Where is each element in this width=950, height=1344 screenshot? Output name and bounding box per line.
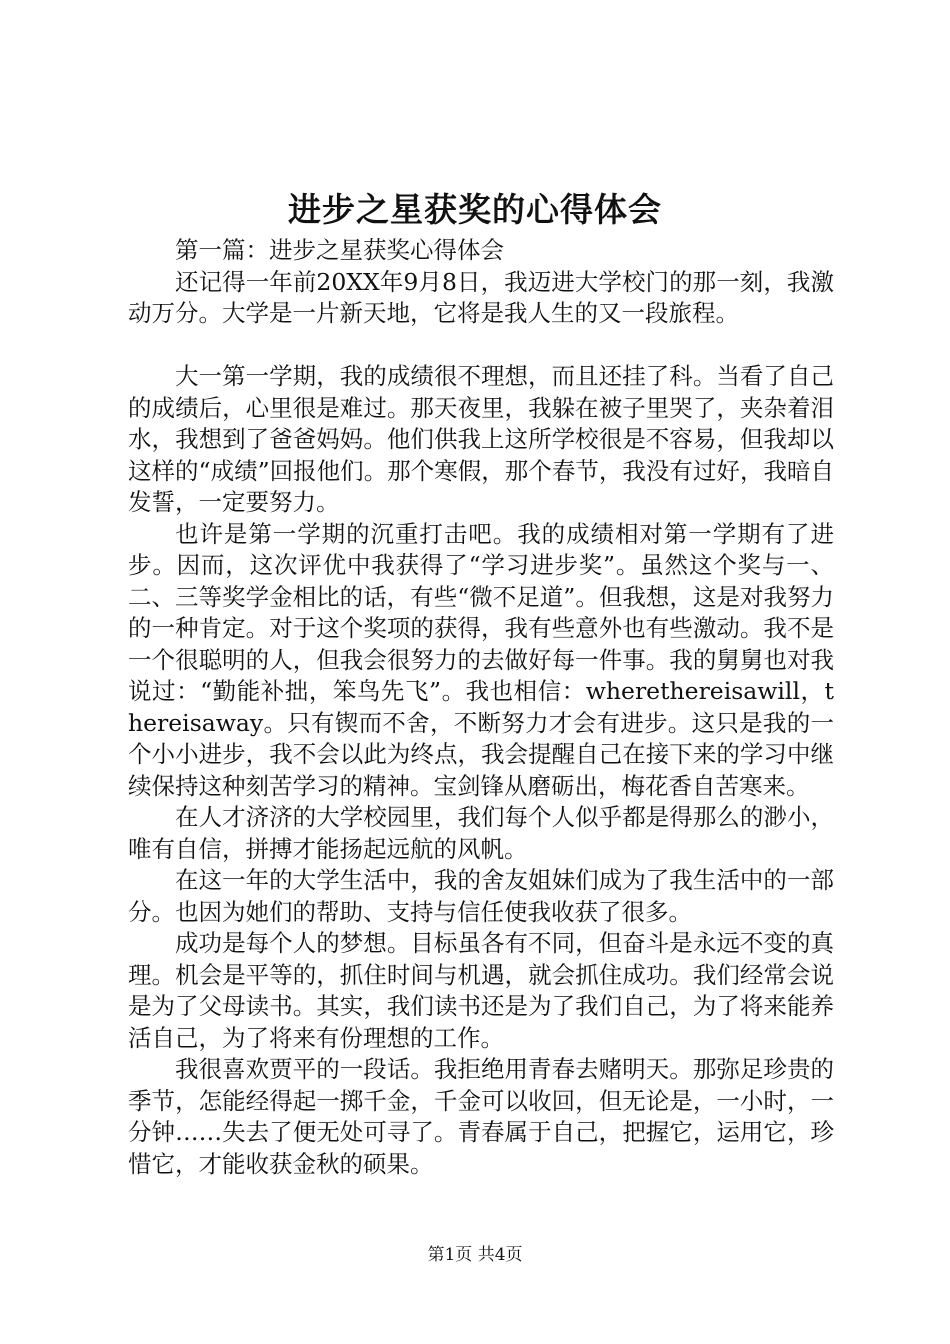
paragraph: 还记得一年前20XX年9月8日，我迈进大学校门的那一刻，我激动万分。大学是一片新天地，它将是我人生的又一段旅程。 (128, 267, 834, 327)
paragraph: 大一第一学期，我的成绩很不理想，而且还挂了科。当看了自己的成绩后，心里很是难过。那天夜里，我躲在被子里哭了，夹杂着泪水，我想到了爸爸妈妈。他们供我上这所学校很是不容易，但我却以这样的“成绩”回报他们。那个寒假，那个春节，我没有过好，我暗自发誓，一定要努力。 (128, 362, 834, 516)
document-body (128, 235, 834, 1180)
paragraph: 我很喜欢贾平的一段话。我拒绝用青春去赌明天。那弥足珍贵的季节，怎能经得起一掷千金，千金可以收回，但无论是，一小时，一分钟……失去了便无处可寻了。青春属于自己，把握它，运用它，珍惜它，才能收获金秋的硕果。 (128, 1055, 834, 1178)
paragraph: 在这一年的大学生活中，我的舍友姐妹们成为了我生活中的一部分。也因为她们的帮助、支持与信任使我收获了很多。 (128, 866, 834, 926)
paragraph: 也许是第一学期的沉重打击吧。我的成绩相对第一学期有了进步。因而，这次评优中我获得了“学习进步奖”。虽然这个奖与一、二、三等奖学金相比的话，有些“微不足道”。但我想，这是对我努力的一种肯定。对于这个奖项的获得，我有些意外也有些激动。我不是一个很聪明的人，但我会很努力的去做好每一件事。我的舅舅也对我说过：“勤能补拙，笨鸟先飞”。我也相信：wherethereisawill，thereisaway。只有锲而不舍，不断努力才会有进步。这只是我的一个小小进步，我不会以此为终点，我会提醒自己在接下来的学习中继续保持这种刻苦学习的精神。宝剑锋从磨砺出，梅花香自苦寒来。 (128, 519, 834, 800)
page-number-footer: 第1页 共4页 (427, 1245, 523, 1265)
paragraph: 成功是每个人的梦想。目标虽各有不同，但奋斗是永远不变的真理。机会是平等的，抓住时间与机遇，就会抓住成功。我们经常会说是为了父母读书。其实，我们读书还是为了我们自己，为了将来能养活自己，为了将来有份理想的工作。 (128, 929, 834, 1052)
paragraph: 在人才济济的大学校园里，我们每个人似乎都是得那么的渺小，唯有自信，拼搏才能扬起远航的风帆。 (128, 803, 834, 863)
paragraph-subtitle: 第一篇：进步之星获奖心得体会 (175, 236, 504, 264)
document-title: 进步之星获奖的心得体会 (288, 190, 662, 229)
